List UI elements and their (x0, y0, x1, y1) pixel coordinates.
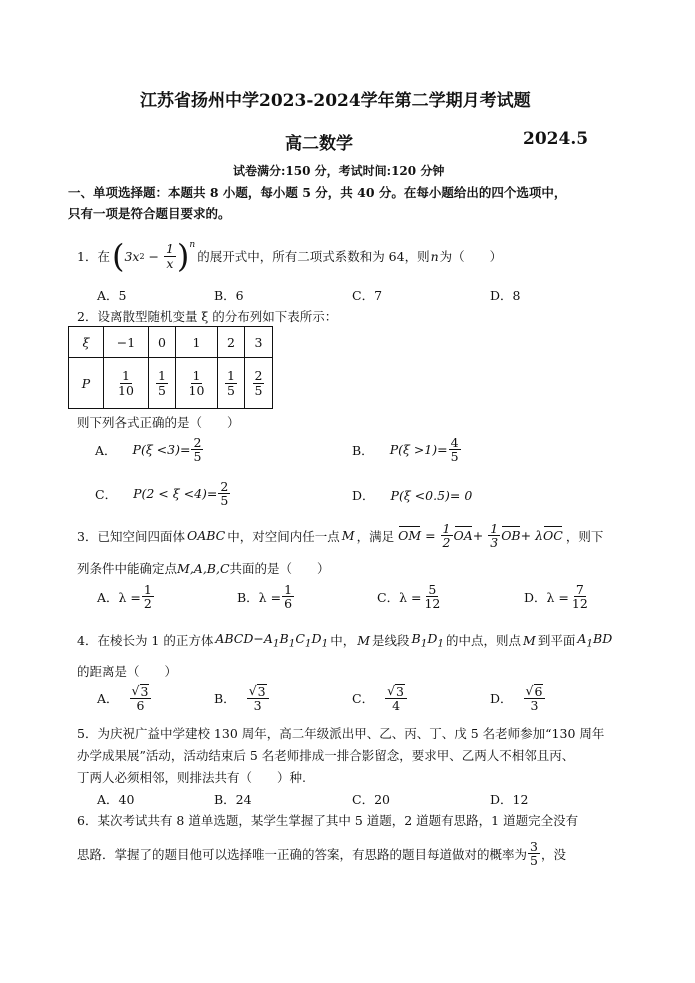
table-cell: 2 (218, 327, 245, 358)
q4-text-b: 中， (330, 633, 356, 649)
q5-option-c: C．20 (352, 792, 390, 807)
question-2: 2．设离散型随机变量 ξ 的分布列如下表所示： (77, 309, 338, 324)
option-label: A． (95, 442, 117, 458)
q4-text-d: 的中点，则点 (446, 633, 522, 649)
question-5: 5．为庆祝广益中学建校 130 周年，高二年级派出甲、乙、丙、丁、戊 5 名老师参加“130 周年 (77, 726, 605, 741)
frac-den: 5 (158, 382, 166, 398)
q4-line2: 的距离是（ ） (77, 664, 178, 679)
option-label: A． (97, 691, 119, 707)
q1-number: 1．在 (77, 249, 110, 264)
option-label: B． (352, 442, 374, 458)
q6-text-end: ，没 (540, 846, 566, 862)
option-label: D． (490, 691, 513, 707)
frac-num: 5 (428, 582, 437, 597)
q3-option-c (377, 583, 443, 610)
question-6-line2: 思路．掌握了的题目他可以选择唯一正确的答案，有思路的题目每道做对的概率为 $\frac{3}{5}$ ，没 (77, 839, 566, 869)
q3-option-d (524, 583, 591, 610)
question-5-line3: 丁两人必须相邻，则排法共有（ ）种. (77, 770, 306, 785)
table-cell: 1 (176, 327, 218, 358)
q2-prompt: 则下列各式正确的是（ ） (77, 415, 240, 430)
frac-den: 12 (571, 596, 588, 612)
page-title: 江苏省扬州中学2023-2024学年第二学期月考试题 (140, 91, 531, 111)
option-expr: P(ξ <0.5)= 0 (390, 487, 473, 503)
distribution-table (68, 326, 273, 409)
table-cell (218, 358, 245, 409)
option-label: B．λ = (237, 589, 282, 605)
frac-den: 10 (118, 382, 134, 398)
option-expr: P(ξ >1)= (389, 442, 448, 458)
subject-title: 高二数学 (285, 134, 353, 154)
q1-var: n (430, 248, 439, 264)
frac-num: 1 (192, 368, 201, 384)
q5-option-d: D．12 (490, 792, 529, 807)
table-cell (149, 358, 176, 409)
frac-den: 5 (227, 382, 235, 398)
q1-option-c: C．7 (352, 288, 383, 303)
option-label: B． (214, 691, 236, 707)
section-heading-cont: 只有一项是符合题目要求的。 (68, 206, 231, 221)
table-cell: 3 (245, 327, 273, 358)
q4-option-a: A． √ 3 6 (97, 684, 152, 712)
frac-num: 1 (284, 582, 293, 597)
table-cell: −1 (104, 327, 149, 358)
q5-option-b: B．24 (214, 792, 252, 807)
frac-num: 2 (254, 368, 263, 384)
option-label: D．λ = (524, 589, 569, 605)
q3-text-d: ，则下 (565, 528, 604, 544)
q2-option-a: A． P(ξ <3)= $\frac{2}{5}$ (95, 435, 202, 465)
q6-text: 思路．掌握了的题目他可以选择唯一正确的答案，有思路的题目每道做对的概率为 (77, 846, 528, 862)
frac-num: 1 (158, 368, 166, 384)
option-label: C．λ = (377, 589, 422, 605)
q3-vector-eq: OM = $\frac{1}{2}$ OA + $\frac{1}{3}$ OB + λ OC (398, 521, 563, 551)
q1-option-b: B．6 (214, 288, 244, 303)
q2-option-b: B． P(ξ >1)= $\frac{4}{5}$ (352, 435, 459, 465)
q4-option-b: B． √ 3 3 (214, 684, 270, 712)
question-1 (77, 237, 503, 275)
frac-den: 3 (530, 698, 539, 714)
option-label: A．λ = (97, 589, 141, 605)
q1-option-a: A．5 (97, 288, 127, 303)
frac-den: 12 (424, 596, 441, 612)
radicand: 3 (257, 684, 266, 699)
q1-binomial: ( 3x 2 − $\frac{1}{x}$ ) $^n$ (111, 237, 196, 275)
q2-option-d (352, 486, 472, 504)
radicand: 3 (140, 684, 149, 699)
table-cell: 0 (149, 327, 176, 358)
q4-text-c: 是线段 (372, 633, 410, 649)
question-6: 6．某次考试共有 8 道单选题，某学生掌握了其中 5 道题，2 道题有思路，1 道题完全没有 (77, 813, 579, 828)
q1-option-d: D．8 (490, 288, 521, 303)
frac-den: 2 (143, 596, 152, 612)
question-3: 3．已知空间四面体 OABC 中，对空间内任一点 M ，满足 OM = $\frac{1}{2}$ OA + $\frac{1}{3}$ OB + λ OC ，则下 (77, 521, 604, 551)
frac-num: 1 (122, 368, 130, 384)
frac-den: 6 (136, 698, 145, 714)
frac-den: 4 (392, 698, 401, 714)
q3-option-b (237, 583, 295, 610)
frac-den: 10 (188, 382, 205, 398)
option-expr: P(ξ <3)= (132, 442, 191, 458)
table-header-xi: ξ (69, 327, 104, 358)
q3-option-a (97, 583, 155, 610)
q3-text-e: 列条件中能确定点 (77, 561, 178, 576)
question-4: 4．在棱长为 1 的正方体 $ABCD-A_1B_1C_1D_1$ 中， M 是线段 $B_1D_1$ 的中点，则点 M 到平面 $A_1BD$ (77, 631, 613, 650)
q3-text-a: 3．已知空间四面体 (77, 528, 185, 544)
q3-text-b: 中，对空间内任一点 (227, 528, 340, 544)
q1-tail: 的展开式中，所有二项式系数和为 64，则 (197, 249, 430, 264)
q3-text-f: 共面的是（ ） (229, 561, 330, 576)
q4-option-d: D． √ 6 3 (490, 684, 546, 712)
frac-den: 5 (254, 382, 263, 398)
frac-num: 1 (227, 368, 235, 384)
exam-date: 2024.5 (523, 129, 589, 149)
table-header-p: P (69, 358, 104, 409)
option-label: C． (95, 486, 118, 502)
table-cell (176, 358, 218, 409)
q4-option-c: C． √ 3 4 (352, 684, 408, 712)
option-label: C． (352, 691, 375, 707)
q5-option-a: A．40 (97, 792, 135, 807)
q2-option-c: C． P(2 < ξ <4)= $\frac{2}{5}$ (95, 479, 229, 509)
q3-text-c: ，满足 (356, 528, 395, 544)
q4-text-a: 4．在棱长为 1 的正方体 (77, 633, 214, 649)
section-heading: 一、单项选择题：本题共 8 小题，每小题 5 分，共 40 分。在每小题给出的四个选项中， (68, 185, 567, 200)
frac-den: 3 (253, 698, 262, 714)
radicand: 3 (396, 684, 404, 699)
table-cell (104, 358, 149, 409)
option-label: D． (352, 488, 375, 503)
q4-text-e: 到平面 (537, 633, 576, 649)
frac-den: 6 (284, 596, 293, 612)
q1-end: 为（ ） (439, 249, 503, 264)
question-5-line2: 办学成果展”活动，活动结束后 5 名老师排成一排合影留念，要求甲、乙两人不相邻且丙、 (77, 748, 575, 763)
table-cell (245, 358, 273, 409)
q3-line2: 列条件中能确定点 M,A,B,C 共面的是（ ） (77, 560, 330, 576)
option-expr: P(2 < ξ <4)= (133, 486, 218, 502)
radicand: 6 (534, 684, 543, 699)
exam-info: 试卷满分:150 分，考试时间:120 分钟 (233, 164, 445, 178)
frac-num: 1 (143, 582, 152, 597)
frac-num: 7 (575, 582, 584, 597)
